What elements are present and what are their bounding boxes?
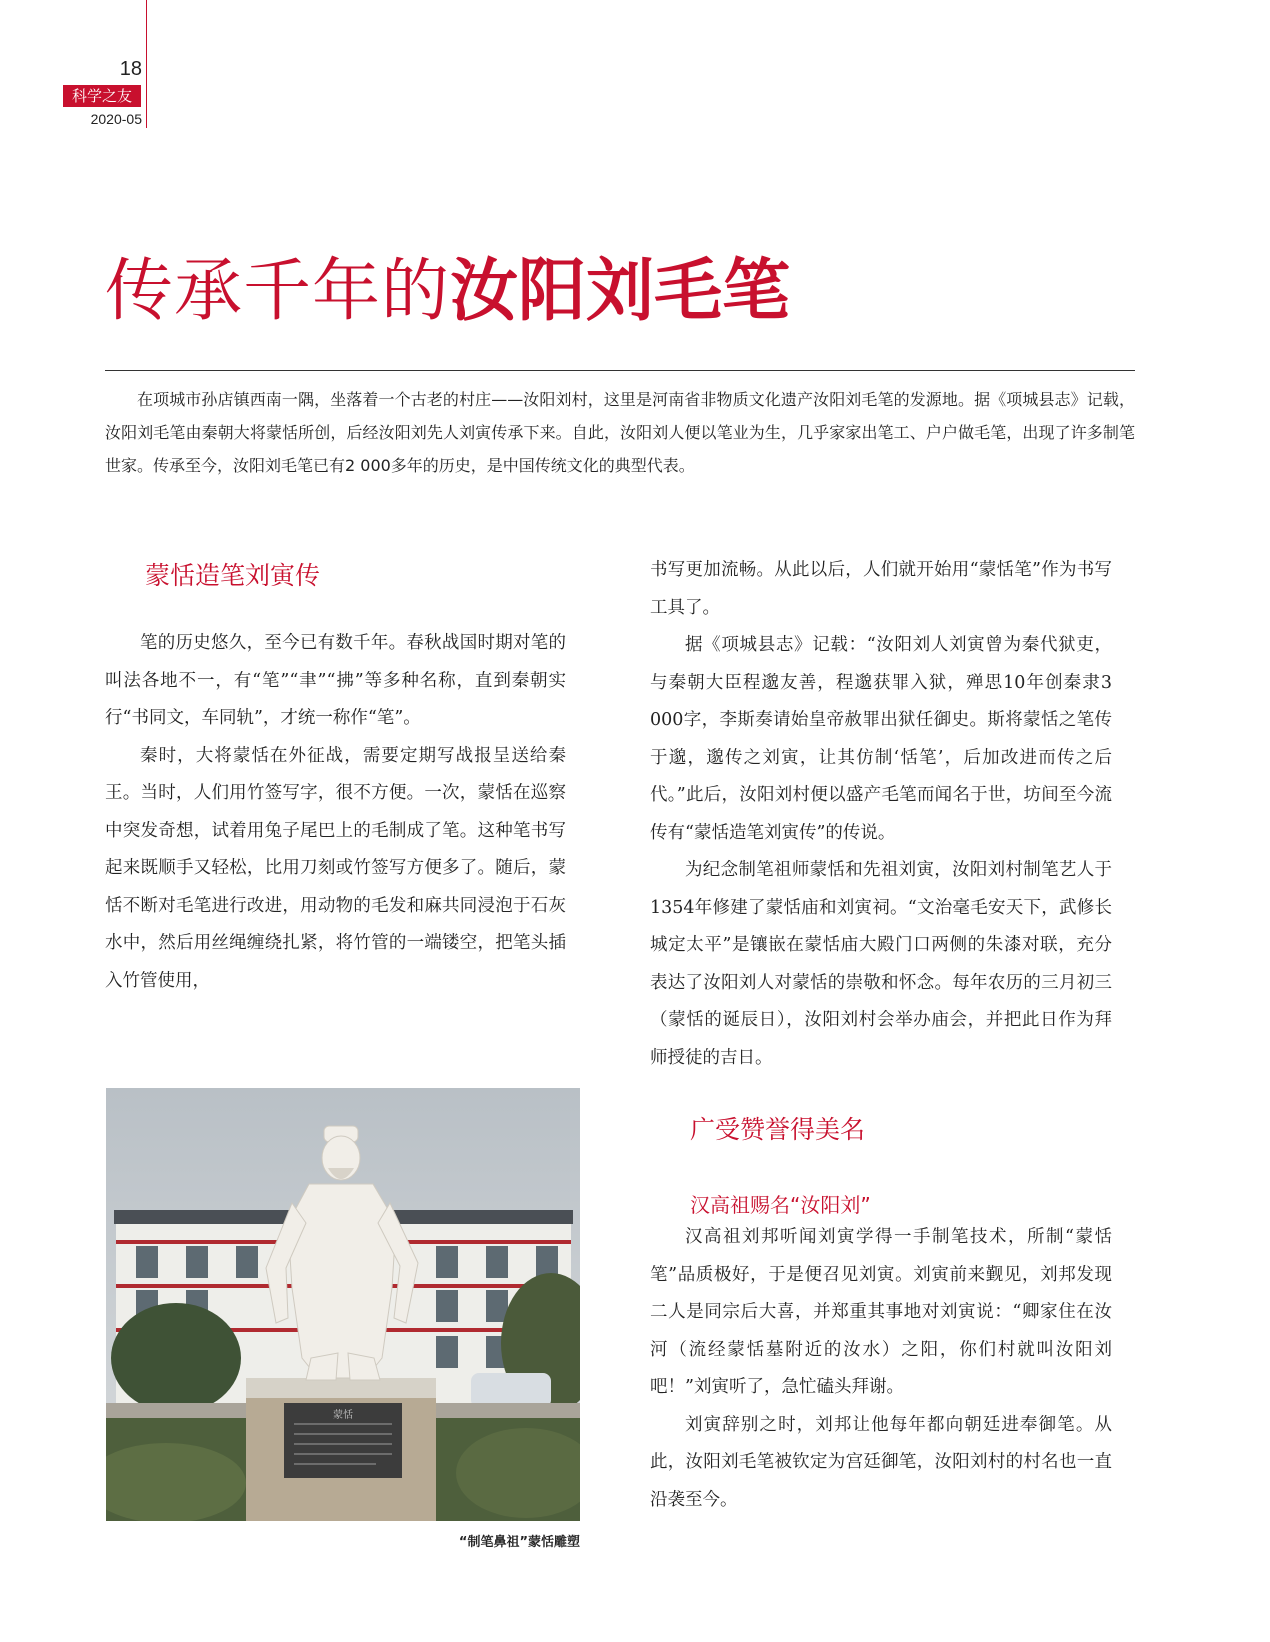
header-divider (146, 0, 147, 128)
statue-photo (106, 1088, 580, 1521)
page-number: 18 (119, 58, 142, 80)
paragraph: 据《项城县志》记载：“汝阳刘人刘寅曾为秦代狱吏，与秦朝大臣程邈友善，程邈获罪入狱，殚思10年创秦隶3 000字，李斯奏请始皇帝赦罪出狱任御史。斯将蒙恬之笔传于邈，邈传之刘寅，让其仿制‘恬笔’，后加改进而传之后代。”此后，汝阳刘村便以盛产毛笔而闻名于世，坊间至今流传有“蒙恬造笔刘寅传”的传说。 (650, 635, 1112, 843)
paragraph: 汉高祖刘邦听闻刘寅学得一手制笔技术，所制“蒙恬笔”品质极好，于是便召见刘寅。刘寅前来觐见，刘邦发现二人是同宗后大喜，并郑重其事地对刘寅说：“卿家住在汝河（流经蒙恬墓附近的汝水）之阳，你们村就叫汝阳刘吧！”刘寅听了，急忙磕头拜谢。 (650, 1227, 1112, 1397)
title-rule (105, 370, 1135, 371)
article-title (105, 252, 791, 331)
paragraph: 刘寅辞别之时，刘邦让他每年都向朝廷进奉御笔。从此，汝阳刘毛笔被钦定为宫廷御笔，汝阳刘村的村名也一直沿袭至今。 (650, 1414, 1112, 1510)
subheading: 汉高祖赐名“汝阳刘” (690, 1193, 871, 1217)
magazine-name-badge: 科学之友 (63, 85, 141, 107)
paragraph: 秦时，大将蒙恬在外征战，需要定期写战报呈送给秦王。当时，人们用竹签写字，很不方便。一次，蒙恬在巡察中突发奇想，试着用兔子尾巴上的毛制成了笔。这种笔书写起来既顺手又轻松，比用刀刻或竹签写方便多了。随后，蒙恬不断对毛笔进行改进，用动物的毛发和麻共同浸泡于石灰水中，然后用丝绳缠绕扎紧，将竹管的一端镂空，把笔头插入竹管使用， (105, 745, 566, 991)
paragraph-continued: 书写更加流畅。从此以后，人们就开始用“蒙恬笔”作为书写工具了。 (650, 560, 1112, 618)
right-column (650, 552, 1112, 1077)
issue-date: 2020-05 (90, 111, 142, 127)
photo-caption: “制笔鼻祖”蒙恬雕塑 (458, 1535, 580, 1550)
paragraph: 为纪念制笔祖师蒙恬和先祖刘寅，汝阳刘村制笔艺人于1354年修建了蒙恬庙和刘寅祠。“文治毫毛安天下，武修长城定太平”是镶嵌在蒙恬庙大殿门口两侧的朱漆对联，充分表达了汝阳刘人对蒙恬的崇敬和怀念。每年农历的三月初三（蒙恬的诞辰日），汝阳刘村会举办庙会，并把此日作为拜师授徒的吉日。 (650, 860, 1112, 1068)
intro-paragraph: 在项城市孙店镇西南一隅，坐落着一个古老的村庄——汝阳刘村，这里是河南省非物质文化遗产汝阳刘毛笔的发源地。据《项城县志》记载，汝阳刘毛笔由秦朝大将蒙恬所创，后经汝阳刘先人刘寅传承下来。自此，汝阳刘人便以笔业为生，几乎家家出笔工、户户做毛笔，出现了许多制笔世家。传承至今，汝阳刘毛笔已有2 000多年的历史，是中国传统文化的典型代表。 (105, 390, 1135, 475)
left-column (105, 625, 566, 1000)
plaque-title: 蒙恬 (333, 1410, 353, 1421)
statue-photo-graphic (106, 1088, 580, 1521)
paragraph: 笔的历史悠久，至今已有数千年。春秋战国时期对笔的叫法各地不一，有“笔”“聿”“拂”等多种名称，直到秦朝实行“书同文，车同轨”，才统一称作“笔”。 (105, 633, 566, 728)
right-column-lower (650, 1219, 1112, 1519)
title-part-2: 汝阳刘毛笔 (450, 252, 791, 331)
title-part-1: 传承千年的 (105, 252, 451, 331)
section-heading-1: 蒙恬造笔刘寅传 (145, 561, 321, 590)
section-heading-2: 广受赞誉得美名 (690, 1115, 866, 1144)
